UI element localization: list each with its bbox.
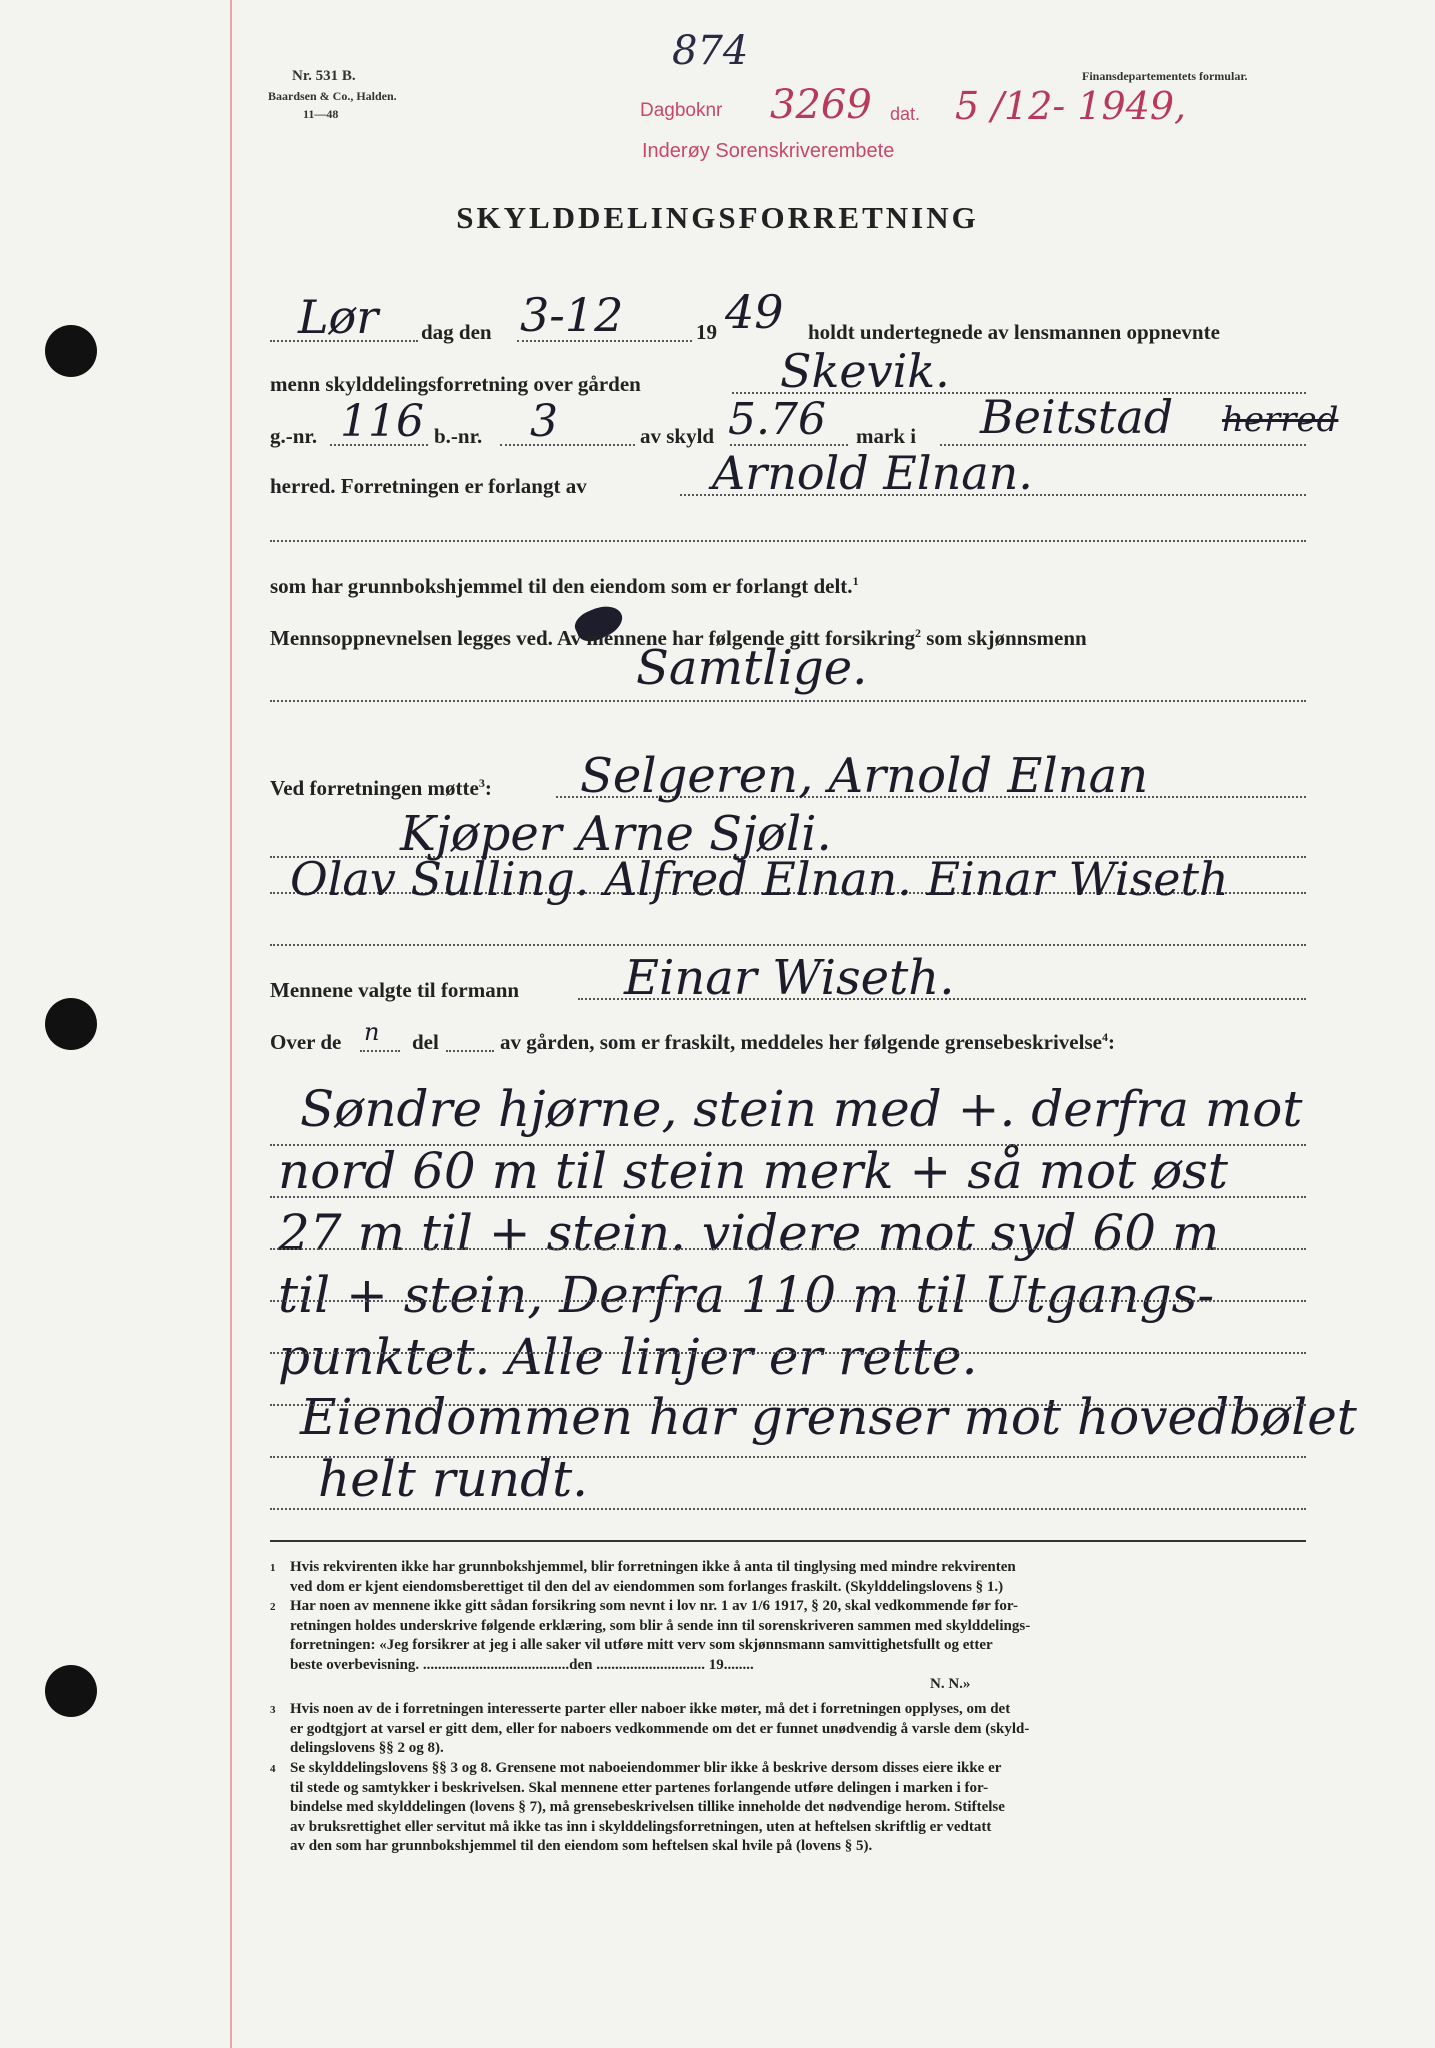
stamp-date-label: dat. — [890, 104, 921, 124]
form-number: Nr. 531 B. — [292, 68, 356, 84]
over-garden-text: menn skylddelingsforretning over gården — [270, 372, 641, 396]
footnote-2: Har noen av mennene ikke gitt sådan forsikring som nevnt i lov nr. 1 av 1/6 1917, § 20, skal vedkommende før for- retningen holdes underskrive følgende erklæring, som blir å sende inn til sorenskriveren sammen med skylddelings- forretningen: «Jeg forsikrer at jeg i alle saker vil utføre mitt verv som skjønnsmann samvittighetsfullt og etter beste overbevisning. .......................................den ............................. 19........ — [290, 1598, 1031, 1673]
grunnbok-text: som har grunnbokshjemmel til den eiendom som er forlangt delt.$^1$ — [270, 574, 859, 598]
footnote-1: Hvis rekvirenten ikke har grunnbokshjemmel, blir forretningen ikke å anta til tinglysing med mindre rekvirenten ved dom er kjent eiendomsberettiget til den del av eiendommen som forlanges fraskilt. (Skylddelingslovens § 1.) — [290, 1559, 1016, 1595]
dag-den-label: dag den — [421, 320, 492, 344]
boundary-line: nord 60 m til stein merk + så mot øst — [278, 1142, 1228, 1200]
stamp-office: Inderøy Sorenskriverembete — [642, 140, 895, 162]
gnr-label: g.-nr. — [270, 424, 318, 448]
gnr-value: 116 — [340, 396, 424, 447]
formann-label: Mennene valgte til formann — [270, 978, 520, 1002]
farm-name: Skevik. — [780, 344, 950, 398]
forlangt-text: herred. Forretningen er forlangt av — [270, 474, 587, 498]
punch-hole — [45, 998, 97, 1050]
page-number: 874 — [672, 28, 749, 74]
footnote-number: 4 — [270, 1763, 276, 1775]
skyld-label: av skyld — [640, 424, 715, 448]
formann-name: Einar Wiseth. — [624, 950, 955, 1006]
day-value: Lør — [298, 290, 379, 344]
year-value: 49 — [725, 285, 784, 339]
boundary-line: Søndre hjørne, stein med +. derfra mot — [300, 1080, 1303, 1138]
requester-name: Arnold Elnan. — [712, 446, 1033, 500]
boundary-line: 27 m til + stein. videre mot syd 60 m — [278, 1204, 1220, 1262]
attendee-line: Kjøper Arne Sjøli. — [400, 806, 832, 862]
year-prefix: 19 — [696, 320, 717, 344]
punch-hole — [45, 1665, 97, 1717]
footnote-3: Hvis noen av de i forretningen interesserte parter eller naboer ikke møter, må det i forretningen opplyses, om det er godtgjort at varsel er gitt dem, eller for naboers vedkommende om det er funnet unødvendig å varsle dem (skyld- delingslovens §§ 2 og 8). — [290, 1701, 1030, 1756]
stamp-date: 5 /12- 1949, — [955, 84, 1187, 128]
mennsopp-text: Mennsoppnevnelsen legges ved. Av mennene har følgende gitt forsikring$^2$ som skjønnsmenn — [270, 626, 1087, 650]
date-value: 3-12 — [520, 288, 624, 342]
attendee-line: Selgeren, Arnold Elnan — [580, 748, 1149, 804]
stamp-dagbok-label: Dagboknr — [640, 100, 723, 121]
mark-label: mark i — [856, 424, 917, 448]
boundary-line: helt rundt. — [318, 1450, 589, 1508]
holdt-text: holdt undertegnede av lensmannen oppnevnte — [808, 320, 1220, 344]
margin-rule — [230, 0, 232, 2048]
boundary-line: Eiendommen har grenser mot hovedbølet — [300, 1388, 1357, 1446]
bnr-value: 3 — [530, 396, 558, 447]
skyld-value: 5.76 — [728, 394, 826, 445]
grense-text: av gården, som er fraskilt, meddeles her følgende grensebeskrivelse$^4$: — [500, 1030, 1115, 1054]
footnote-number: 2 — [270, 1601, 276, 1613]
boundary-line: punktet. Alle linjer er rette. — [278, 1328, 978, 1386]
print-date: 11—48 — [303, 107, 339, 121]
herred-value: Beitstad — [980, 390, 1174, 444]
footnote-number: 1 — [270, 1562, 276, 1574]
page-title: SKYLDDELINGSFORRETNING — [456, 200, 979, 235]
form-source: Finansdepartementets formular. — [1082, 69, 1248, 83]
herred-struck: herred — [1222, 400, 1339, 440]
stamp-dagbok-number: 3269 — [770, 82, 872, 128]
footnote-4: Se skylddelingslovens §§ 3 og 8. Grensene mot naboeiendommer blir ikke å beskrive dersom disses eiere ikke er til stede og samtykker i beskrivelsen. Skal mennene etter partenes forlangende utføre delingen i marken i for- bindelse med skylddelingen (lovens § 7), må grensebeskrivelsen tillike inneholde det nødvendige herom. Stiftelse av bruksrettighet eller servitut må ikke tas inn i skylddelingsforretningen, uten at heftelsen skriftlig er vedtatt av den som har grunnbokshjemmel til den eiendom som heftelsen skal hvile på (lovens § 5). — [290, 1760, 1005, 1854]
bnr-label: b.-nr. — [434, 424, 483, 448]
punch-hole — [45, 325, 97, 377]
motte-label: Ved forretningen møtte$^3$: — [270, 776, 492, 800]
over-del-label: del — [412, 1030, 439, 1054]
footnote-2-sign: N. N.» — [930, 1676, 971, 1692]
attendee-line: Olav Sulling. Alfred Elnan. Einar Wiseth — [290, 852, 1229, 906]
over-den-label: Over de — [270, 1030, 342, 1054]
boundary-line: til + stein, Derfra 110 m til Utgangs- — [278, 1266, 1215, 1324]
footnote-number: 3 — [270, 1704, 276, 1716]
over-den-value: n — [364, 1018, 380, 1046]
publisher: Baardsen & Co., Halden. — [268, 89, 397, 103]
forsikring-value: Samtlige. — [636, 640, 868, 696]
